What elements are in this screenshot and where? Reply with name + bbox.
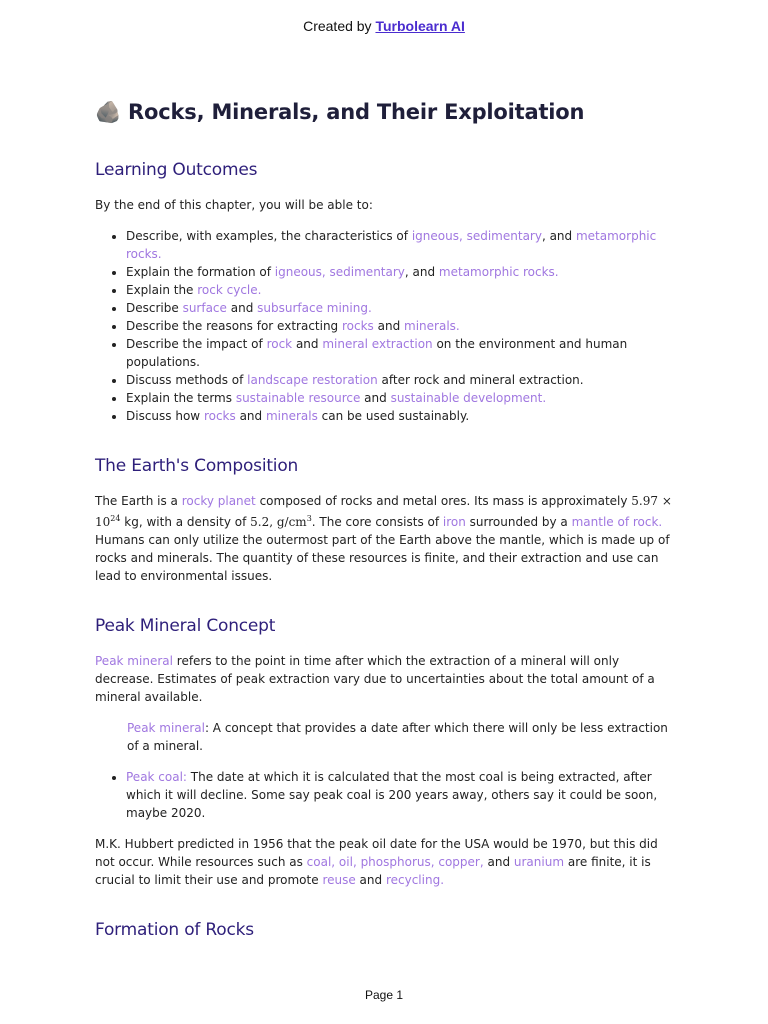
document-content: [95, 96, 680, 943]
peak-mineral-heading: Peak Mineral Concept: [95, 616, 276, 636]
highlighted-term: rock: [266, 337, 293, 351]
learning-outcome-item: • Describe the reasons for extracting rocks and minerals.: [126, 317, 680, 335]
learning-outcome-item: • Explain the formation of igneous, sedimentary, and metamorphic rocks.: [126, 263, 680, 281]
mantle-term: mantle of rock.: [571, 515, 663, 529]
page-title: 🪨 Rocks, Minerals, and Their Exploitation: [95, 100, 585, 124]
learning-outcome-item: • Discuss methods of landscape restoration after rock and mineral extraction.: [126, 371, 680, 389]
learning-outcome-item: • Describe, with examples, the characteristics of igneous, sedimentary, and metamorphic rocks.: [126, 227, 680, 263]
peak-mineral-term: Peak mineral: [95, 654, 173, 668]
highlighted-term: rock cycle.: [197, 283, 262, 297]
learning-outcome-item: • Describe the impact of rock and mineral extraction on the environment and human populations.: [126, 335, 680, 371]
highlighted-term: sustainable development.: [390, 391, 547, 405]
highlighted-term: mineral extraction: [322, 337, 433, 351]
credit-prefix: Created by: [303, 18, 376, 34]
learning-outcomes-list: [95, 227, 680, 425]
highlighted-term: subsurface mining.: [257, 301, 372, 315]
learning-outcome-item: • Describe surface and subsurface mining.: [126, 299, 680, 317]
formation-of-rocks-heading: Formation of Rocks: [95, 920, 254, 940]
earth-mass-value: $5.97 \times 10^{24}$: [95, 494, 672, 529]
credit-line: [0, 18, 768, 34]
earth-composition-heading: The Earth's Composition: [95, 456, 299, 476]
highlighted-term: igneous, sedimentary: [274, 265, 405, 279]
learning-outcome-item: • Explain the rock cycle.: [126, 281, 680, 299]
highlighted-term: metamorphic rocks.: [126, 229, 657, 261]
peak-mineral-paragraph: Peak mineral refers to the point in time after which the extraction of a mineral will only decrease. Estimates of peak extraction vary due to uncertainties about the total amount of a mineral available.: [95, 654, 655, 704]
learning-outcome-item: • Discuss how rocks and minerals can be used sustainably.: [126, 407, 680, 425]
learning-outcomes-heading: Learning Outcomes: [95, 160, 258, 180]
highlighted-term: metamorphic rocks.: [438, 265, 559, 279]
rocky-planet-term: rocky planet: [181, 494, 256, 508]
highlighted-term: sustainable resource: [235, 391, 361, 405]
highlighted-term: landscape restoration: [247, 373, 378, 387]
peak-coal-list: [95, 768, 680, 822]
highlighted-term: minerals.: [404, 319, 460, 333]
earth-paragraph: The Earth is a rocky planet composed of rocks and metal ores. Its mass is approximately $5.97 \times 10^{24}$ kg, with a density of 5.2, $g/cm^3$. The core consists of iron surrounded by a mantle of rock. Humans can only utilize the outermost part of the Earth above the mantle, which is made up of rocks and minerals. The quantity of these resources is finite, and their extraction and use can lead to environmental issues.: [95, 494, 672, 583]
peak-mineral-definition: Peak mineral: A concept that provides a date after which there will only be less extraction of a mineral.: [127, 721, 668, 753]
learning-intro: By the end of this chapter, you will be able to:: [95, 198, 373, 212]
highlighted-term: igneous, sedimentary: [411, 229, 542, 243]
hubbert-paragraph: M.K. Hubbert predicted in 1956 that the peak oil date for the USA would be 1970, but this did not occur. While resources such as coal, oil, phosphorus, copper, and uranium are finite, it is crucial to limit their use and promote reuse and recycling.: [95, 837, 658, 887]
highlighted-term: surface: [182, 301, 227, 315]
highlighted-term: rocks: [342, 319, 374, 333]
iron-term: iron: [442, 515, 466, 529]
peak-coal-item: • Peak coal: The date at which it is calculated that the most coal is being extracted, after which it will decline. Some say peak coal is 200 years away, others say it could be soon, maybe 2020.: [126, 768, 680, 822]
highlighted-term: rocks: [203, 409, 236, 423]
turbolearn-link[interactable]: Turbolearn AI: [375, 18, 465, 34]
page-number: Page 1: [364, 988, 404, 1002]
learning-outcome-item: • Explain the terms sustainable resource and sustainable development.: [126, 389, 680, 407]
highlighted-term: minerals: [265, 409, 318, 423]
earth-density-value: 5.2, $g/cm^3$: [250, 514, 312, 529]
